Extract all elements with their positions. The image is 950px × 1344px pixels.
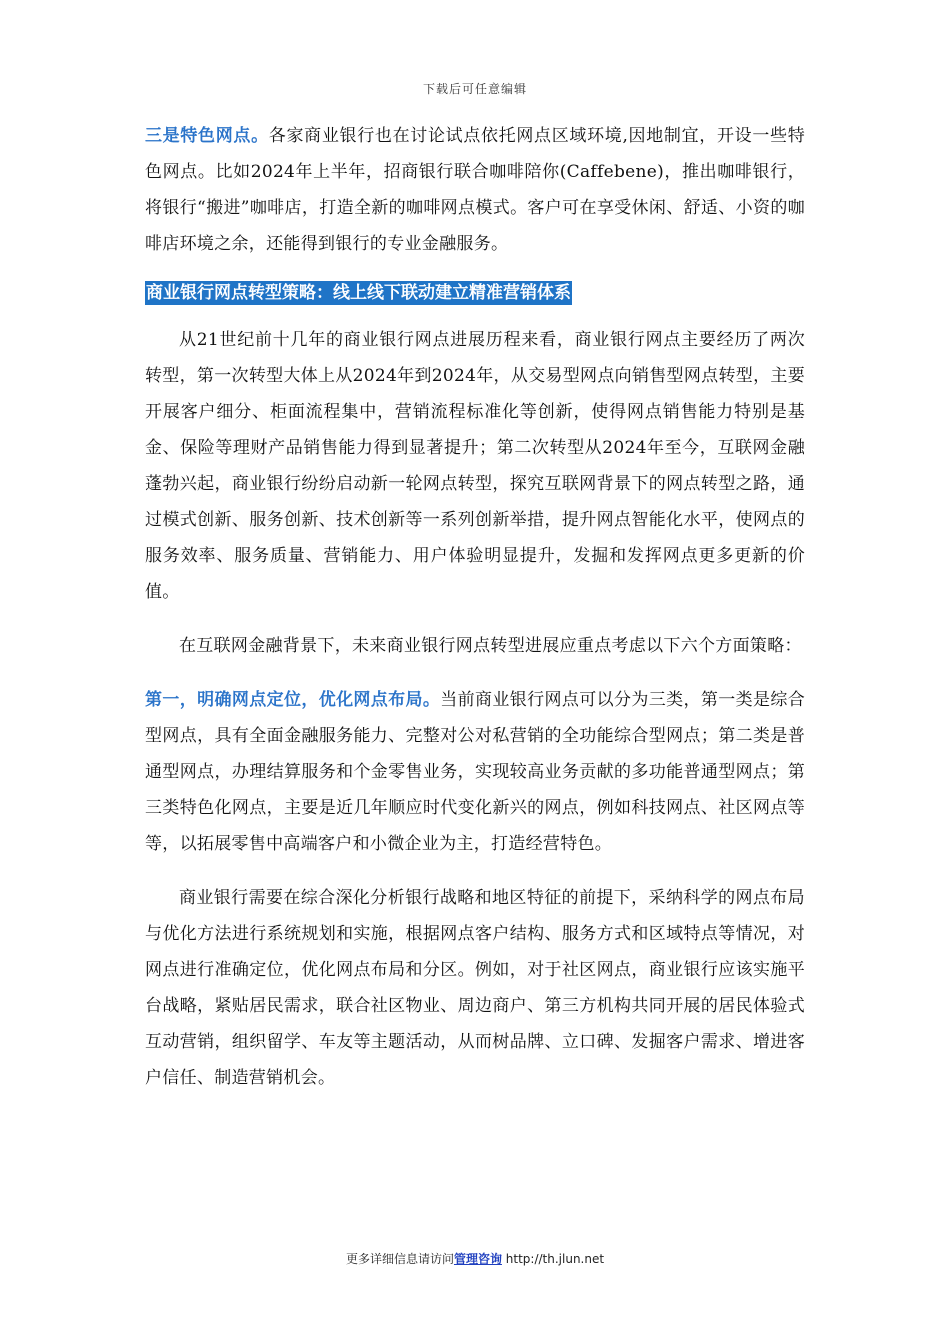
paragraph-text: 各家商业银行也在讨论试点依托网点区域环境,因地制宜，开设一些特色网点。比如2024年上半年，招商银行联合咖啡陪你(Caffebene)，推出咖啡银行，将银行“搬进”咖啡店，打造全新的咖啡网点模式。客户可在享受休闲、舒适、小资的咖啡店环境之余，还能得到银行的专业金融服务。 (145, 126, 806, 254)
paragraph-special-branches (145, 118, 805, 262)
footer-link[interactable]: 管理咨询 (453, 1252, 502, 1266)
footer-url: http://th.jlun.net (501, 1252, 605, 1266)
footer-prefix: 更多详细信息请访问 (345, 1252, 454, 1266)
paragraph-lead: 三是特色网点。 (145, 126, 269, 146)
paragraph-layout-planning: 商业银行需要在综合深化分析银行战略和地区特征的前提下，采纳科学的网点布局与优化方法进行系统规划和实施，根据网点客户结构、服务方式和区域特点等情况，对网点进行准确定位，优化网点布局和分区。例如，对于社区网点，商业银行应该实施平台战略，紧贴居民需求，联合社区物业、周边商户、第三方机构共同开展的居民体验式互动营销，组织留学、车友等主题活动，从而树品牌、立口碑、发掘客户需求、增进客户信任、制造营销机会。 (145, 888, 805, 1088)
page-header: 下载后可任意编辑 (422, 82, 527, 96)
paragraph-strategies-intro: 在互联网金融背景下，未来商业银行网点转型进展应重点考虑以下六个方面策略： (179, 636, 802, 656)
section-heading (145, 280, 805, 306)
paragraph-positioning (145, 682, 805, 862)
paragraph-lead: 第一，明确网点定位，优化网点布局。 (145, 690, 441, 710)
page-footer (0, 1250, 950, 1267)
paragraph-history: 从21世纪前十几年的商业银行网点进展历程来看，商业银行网点主要经历了两次转型，第一次转型大体上从2024年到2024年，从交易型网点向销售型网点转型，主要开展客户细分、柜面流程集中，营销流程标准化等创新，使得网点销售能力特别是基金、保险等理财产品销售能力得到显著提升；第二次转型从2024年至今，互联网金融蓬勃兴起，商业银行纷纷启动新一轮网点转型，探究互联网背景下的网点转型之路，通过模式创新、服务创新、技术创新等一系列创新举措，提升网点智能化水平，使网点的服务效率、服务质量、营销能力、用户体验明显提升，发掘和发挥网点更多更新的价值。 (145, 330, 805, 602)
paragraph-text: 当前商业银行网点可以分为三类，第一类是综合型网点，具有全面金融服务能力、完整对公对私营销的全功能综合型网点；第二类是普通型网点，办理结算服务和个金零售业务，实现较高业务贡献的多功能普通型网点；第三类特色化网点，主要是近几年顺应时代变化新兴的网点，例如科技网点、社区网点等等，以拓展零售中高端客户和小微企业为主，打造经营特色。 (145, 690, 805, 854)
section-heading-text: 商业银行网点转型策略：线上线下联动建立精准营销体系 (146, 283, 571, 303)
document-body (145, 118, 805, 1114)
